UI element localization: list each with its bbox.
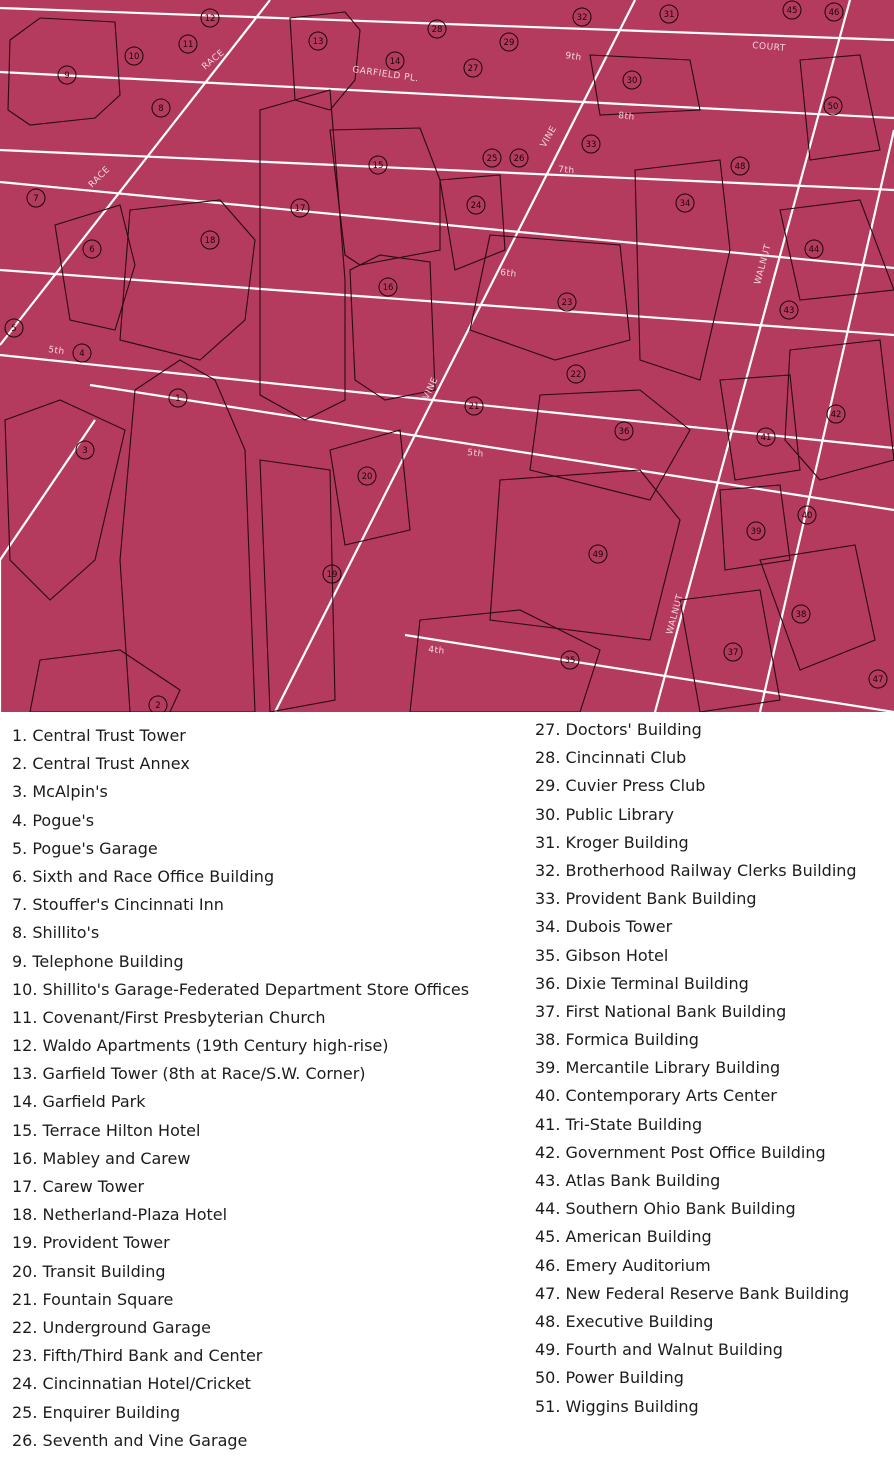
legend-item: 12. Waldo Apartments (19th Century high-rise) bbox=[12, 1036, 389, 1056]
marker-number: 38 bbox=[795, 610, 807, 620]
marker-number: 4 bbox=[79, 349, 85, 359]
marker-number: 15 bbox=[372, 161, 384, 171]
street-label: GARFIELD PL. bbox=[351, 65, 420, 85]
legend-item: 42. Government Post Office Building bbox=[535, 1142, 826, 1162]
building-marker bbox=[358, 467, 376, 485]
building-marker bbox=[27, 189, 45, 207]
outline-49 bbox=[490, 470, 680, 640]
marker-number: 24 bbox=[470, 201, 482, 211]
marker-number: 14 bbox=[389, 57, 401, 67]
street-label: VINE bbox=[421, 375, 441, 402]
legend-item: 19. Provident Tower bbox=[12, 1233, 170, 1253]
marker-number: 22 bbox=[570, 370, 582, 380]
building-marker bbox=[309, 32, 327, 50]
building-marker bbox=[567, 365, 585, 383]
street-label: COURT bbox=[751, 41, 787, 54]
building-marker bbox=[582, 135, 600, 153]
legend-item: 45. American Building bbox=[535, 1227, 712, 1247]
marker-number: 8 bbox=[158, 104, 164, 114]
legend-item: 25. Enquirer Building bbox=[12, 1402, 181, 1422]
building-marker bbox=[500, 33, 518, 51]
marker-number: 31 bbox=[663, 10, 675, 20]
marker-number: 17 bbox=[294, 204, 306, 214]
legend-item: 32. Brotherhood Railway Clerks Building bbox=[535, 860, 857, 880]
building-marker bbox=[291, 199, 309, 217]
street-4th bbox=[405, 635, 894, 712]
legend-item: 3. McAlpin's bbox=[12, 782, 108, 802]
street-label: 8th bbox=[617, 111, 636, 123]
marker-number: 11 bbox=[182, 40, 194, 50]
legend-item: 37. First National Bank Building bbox=[535, 1001, 787, 1021]
street-5th-south bbox=[90, 385, 894, 510]
building-marker bbox=[724, 643, 742, 661]
marker-number: 48 bbox=[734, 162, 746, 172]
legend-item: 29. Cuvier Press Club bbox=[535, 776, 706, 796]
legend-column-left bbox=[12, 722, 469, 1455]
marker-number: 16 bbox=[382, 283, 394, 293]
marker-number: 5 bbox=[11, 324, 17, 334]
legend-item: 2. Central Trust Annex bbox=[12, 754, 190, 774]
marker-number: 25 bbox=[486, 154, 498, 164]
street-label: 6th bbox=[499, 268, 518, 280]
building-marker bbox=[676, 194, 694, 212]
marker-number: 30 bbox=[626, 76, 638, 86]
marker-number: 41 bbox=[760, 433, 772, 443]
building-marker bbox=[827, 405, 845, 423]
outline-36 bbox=[530, 390, 690, 500]
legend-item: 41. Tri-State Building bbox=[535, 1114, 703, 1134]
street-8th bbox=[0, 150, 894, 190]
outline-20 bbox=[330, 430, 410, 545]
marker-number: 2 bbox=[155, 701, 161, 711]
outline-15 bbox=[330, 128, 440, 265]
legend-item: 15. Terrace Hilton Hotel bbox=[12, 1120, 201, 1140]
marker-number: 20 bbox=[361, 472, 373, 482]
legend-item: 28. Cincinnati Club bbox=[535, 748, 687, 768]
street-label: 9th bbox=[564, 51, 583, 64]
marker-number: 18 bbox=[204, 236, 216, 246]
legend-item: 31. Kroger Building bbox=[535, 832, 689, 852]
building-marker bbox=[149, 696, 167, 712]
building-marker bbox=[747, 522, 765, 540]
building-marker bbox=[615, 422, 633, 440]
building-marker bbox=[464, 59, 482, 77]
marker-number: 36 bbox=[618, 427, 630, 437]
building-marker bbox=[379, 278, 397, 296]
legend-item: 20. Transit Building bbox=[12, 1261, 166, 1281]
outline-44 bbox=[780, 200, 894, 300]
marker-number: 12 bbox=[204, 14, 216, 24]
marker-number: 28 bbox=[431, 25, 443, 35]
street-9th bbox=[0, 8, 894, 40]
marker-number: 37 bbox=[727, 648, 739, 658]
legend-item: 49. Fourth and Walnut Building bbox=[535, 1340, 783, 1360]
building-legend bbox=[0, 712, 894, 1457]
legend-item: 50. Power Building bbox=[535, 1368, 684, 1388]
legend-item: 1. Central Trust Tower bbox=[12, 726, 186, 745]
marker-number: 21 bbox=[468, 402, 480, 412]
marker-number: 44 bbox=[808, 245, 820, 255]
street-label: RACE bbox=[200, 48, 227, 73]
street-label: 7th bbox=[557, 165, 575, 177]
building-marker bbox=[589, 545, 607, 563]
building-marker bbox=[510, 149, 528, 167]
marker-number: 32 bbox=[576, 13, 588, 23]
legend-item: 4. Pogue's bbox=[12, 810, 95, 830]
outline-16 bbox=[350, 255, 435, 400]
legend-item: 48. Executive Building bbox=[535, 1311, 714, 1331]
legend-item: 13. Garfield Tower (8th at Race/S.W. Corner) bbox=[12, 1064, 366, 1084]
legend-item: 7. Stouffer's Cincinnati Inn bbox=[12, 895, 224, 915]
map-canvas bbox=[0, 0, 894, 712]
marker-number: 43 bbox=[783, 306, 795, 316]
legend-item: 18. Netherland-Plaza Hotel bbox=[12, 1205, 228, 1225]
building-marker bbox=[757, 428, 775, 446]
building-marker bbox=[825, 3, 843, 21]
marker-number: 6 bbox=[89, 245, 95, 255]
outline-13 bbox=[290, 12, 360, 110]
street-label: WALNUT bbox=[753, 243, 774, 286]
legend-item: 14. Garfield Park bbox=[12, 1092, 146, 1112]
building-marker bbox=[731, 157, 749, 175]
building-marker bbox=[386, 52, 404, 70]
legend-item: 46. Emery Auditorium bbox=[535, 1255, 711, 1275]
legend-item: 22. Underground Garage bbox=[12, 1317, 211, 1337]
marker-number: 26 bbox=[513, 154, 525, 164]
legend-item: 11. Covenant/First Presbyterian Church bbox=[12, 1007, 326, 1027]
marker-number: 39 bbox=[750, 527, 762, 537]
legend-item: 47. New Federal Reserve Bank Building bbox=[535, 1283, 850, 1303]
marker-number: 3 bbox=[82, 446, 88, 456]
marker-number: 27 bbox=[467, 64, 479, 74]
legend-item: 17. Carew Tower bbox=[12, 1177, 145, 1196]
street-label: 4th bbox=[427, 645, 446, 657]
street-race-lower bbox=[0, 420, 95, 560]
legend-item: 40. Contemporary Arts Center bbox=[535, 1086, 777, 1106]
outline-17 bbox=[260, 90, 345, 420]
building-marker bbox=[369, 156, 387, 174]
building-marker bbox=[467, 196, 485, 214]
marker-number: 7 bbox=[33, 194, 39, 204]
building-marker bbox=[780, 301, 798, 319]
legend-item: 6. Sixth and Race Office Building bbox=[12, 866, 275, 886]
outline-50 bbox=[800, 55, 880, 160]
marker-number: 45 bbox=[786, 6, 798, 16]
building-marker bbox=[83, 240, 101, 258]
building-marker bbox=[201, 9, 219, 27]
building-marker bbox=[76, 441, 94, 459]
marker-number: 1 bbox=[175, 394, 181, 404]
legend-item: 44. Southern Ohio Bank Building bbox=[535, 1199, 796, 1219]
legend-item: 43. Atlas Bank Building bbox=[535, 1171, 721, 1190]
building-marker bbox=[73, 344, 91, 362]
building-marker bbox=[561, 651, 579, 669]
building-marker bbox=[558, 293, 576, 311]
marker-number: 10 bbox=[128, 52, 140, 62]
building-marker bbox=[660, 5, 678, 23]
legend-item: 38. Formica Building bbox=[535, 1030, 699, 1050]
marker-number: 42 bbox=[830, 410, 842, 420]
building-marker bbox=[483, 149, 501, 167]
outline-23 bbox=[470, 235, 630, 360]
legend-item: 36. Dixie Terminal Building bbox=[535, 973, 749, 993]
legend-item: 26. Seventh and Vine Garage bbox=[12, 1430, 248, 1450]
legend-column-right bbox=[535, 716, 857, 1421]
building-marker bbox=[623, 71, 641, 89]
legend-item: 30. Public Library bbox=[535, 804, 674, 824]
street-walnut-2 bbox=[760, 130, 894, 712]
building-marker bbox=[805, 240, 823, 258]
legend-item: 27. Doctors' Building bbox=[535, 720, 702, 739]
marker-number: 34 bbox=[679, 199, 691, 209]
building-marker bbox=[125, 47, 143, 65]
legend-item: 21. Fountain Square bbox=[12, 1289, 174, 1309]
marker-number: 33 bbox=[585, 140, 597, 150]
outline-19 bbox=[260, 460, 335, 712]
building-marker bbox=[792, 605, 810, 623]
building-marker bbox=[179, 35, 197, 53]
street-label: VINE bbox=[538, 124, 560, 150]
marker-number: 29 bbox=[503, 38, 515, 48]
outline-3 bbox=[5, 400, 125, 600]
legend-item: 23. Fifth/Third Bank and Center bbox=[12, 1346, 263, 1366]
outline-38 bbox=[760, 545, 875, 670]
outline-34 bbox=[635, 160, 730, 380]
street-labels bbox=[48, 41, 786, 657]
marker-number: 13 bbox=[312, 37, 324, 47]
marker-number: 49 bbox=[592, 550, 604, 560]
street-vine bbox=[275, 0, 635, 712]
legend-item: 9. Telephone Building bbox=[12, 951, 184, 971]
street-label: 5th bbox=[47, 345, 66, 358]
building-marker bbox=[201, 231, 219, 249]
legend-item: 33. Provident Bank Building bbox=[535, 889, 757, 909]
building-marker bbox=[5, 319, 23, 337]
street-label: 5th bbox=[466, 448, 485, 460]
building-marker bbox=[152, 99, 170, 117]
legend-item: 16. Mabley and Carew bbox=[12, 1148, 191, 1168]
marker-number: 19 bbox=[326, 570, 338, 580]
legend-item: 34. Dubois Tower bbox=[535, 917, 673, 937]
legend-item: 35. Gibson Hotel bbox=[535, 945, 669, 965]
street-label: RACE bbox=[87, 164, 113, 191]
street-court bbox=[0, 72, 894, 118]
marker-number: 9 bbox=[64, 71, 70, 81]
legend-item: 8. Shillito's bbox=[12, 923, 100, 943]
marker-number: 40 bbox=[801, 511, 813, 521]
marker-number: 50 bbox=[827, 102, 839, 112]
building-marker bbox=[573, 8, 591, 26]
legend-item: 10. Shillito's Garage-Federated Department Store Offices bbox=[12, 979, 470, 999]
legend-item: 24. Cincinnatian Hotel/Cricket bbox=[12, 1374, 251, 1394]
legend-item: 5. Pogue's Garage bbox=[12, 838, 158, 858]
building-marker bbox=[783, 1, 801, 19]
building-markers bbox=[5, 1, 887, 712]
downtown-map bbox=[0, 0, 894, 712]
marker-number: 46 bbox=[828, 8, 840, 18]
street-grid bbox=[0, 0, 894, 712]
marker-number: 35 bbox=[564, 656, 576, 666]
outline-24 bbox=[440, 175, 505, 270]
building-marker bbox=[869, 670, 887, 688]
building-outlines bbox=[5, 12, 894, 712]
marker-number: 47 bbox=[872, 675, 884, 685]
marker-number: 23 bbox=[561, 298, 573, 308]
legend-item: 39. Mercantile Library Building bbox=[535, 1058, 781, 1078]
building-marker bbox=[824, 97, 842, 115]
outline-1 bbox=[120, 360, 255, 712]
street-label: WALNUT bbox=[665, 593, 686, 636]
legend-item: 51. Wiggins Building bbox=[535, 1396, 699, 1416]
